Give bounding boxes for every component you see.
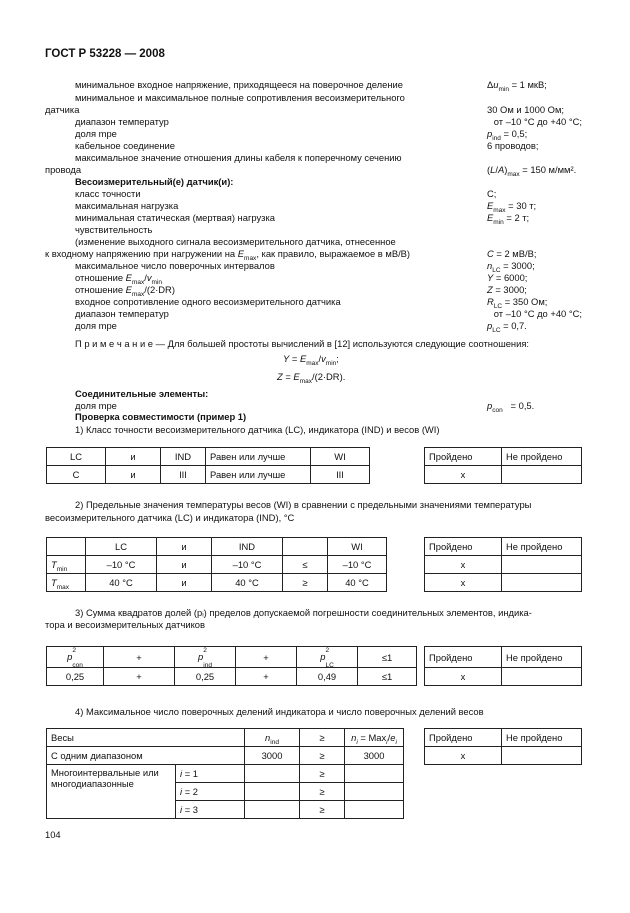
param-line: датчика xyxy=(45,104,80,115)
param-line: отношение $E_{max}/(2\cdot DR)$ xyxy=(75,284,175,298)
param-value: $E_{max} = 30$ т; xyxy=(487,200,537,214)
param-line: (изменение выходного сигнала весоизмерительного датчика, отнесенное xyxy=(75,236,396,247)
table-row: $T_{min}$ –10 °С и –10 °С ≤ –10 °С xyxy=(47,556,387,574)
param-value: $n_{LC} = 3000$; xyxy=(487,260,535,274)
table-temperature xyxy=(46,537,387,592)
result-table-2 xyxy=(424,537,582,592)
loadcell-heading: Весоизмерительный(е) датчик(и): xyxy=(75,176,234,187)
param-line: отношение $E_{max}/v_{min}$ xyxy=(75,272,162,286)
param-value: $R_{LC} = 350$ Ом; xyxy=(487,296,548,310)
param-value: $(L/A)_{max} = 150$ м/мм². xyxy=(487,164,577,178)
param-value: 30 Ом и 1000 Ом; xyxy=(487,104,565,115)
table-row: Пройдено Не пройдено xyxy=(425,538,582,556)
param-value: $p_{LC} = 0,7$. xyxy=(487,320,527,334)
table-row: $T_{max}$ 40 °С и 40 °С ≥ 40 °С xyxy=(47,574,387,592)
param-line: кабельное соединение xyxy=(75,140,175,151)
section-1-title: 1) Класс точности весоизмерительного датчика (LC), индикатора (IND) и весов (WI) xyxy=(75,424,440,435)
table-row: i = 2 ≥ xyxy=(47,783,404,801)
param-value: Y = 6000; xyxy=(487,272,528,283)
param-line: максимальное число поверочных интервалов xyxy=(75,260,275,271)
table-row: Весы $n_{ind}$ ≥ $n_i = Max_i/e_i$ xyxy=(47,729,404,747)
formula-y: $Y = E_{max}/v_{min}$; xyxy=(283,353,339,367)
formula-z: $Z = E_{max}/(2\cdot DR)$. xyxy=(277,371,346,385)
table-row: x xyxy=(425,556,582,574)
table-row: i = 3 ≥ xyxy=(47,801,404,819)
param-value: С; xyxy=(487,188,497,199)
param-value: 6 проводов; xyxy=(487,140,539,151)
param-line: класс точности xyxy=(75,188,141,199)
section-2-title-cont: весоизмерительного датчика (LC) и индикатора (IND), °С xyxy=(45,512,295,523)
param-line: минимальная статическая (мертвая) нагрузка xyxy=(75,212,275,223)
table-row: C и III Равен или лучше III xyxy=(47,466,370,484)
standard-header: ГОСТ Р 53228 — 2008 xyxy=(45,48,165,60)
param-value: от –10 °С до +40 °С; xyxy=(493,116,582,127)
table-error-shares xyxy=(46,646,417,686)
param-value: $\Delta u_{min} = 1$ мкВ; xyxy=(487,79,547,93)
table-verification-divisions xyxy=(46,728,404,819)
param-value: C = 2 мВ/В; xyxy=(487,248,537,259)
param-line: провода xyxy=(45,164,82,175)
param-value: $p_{ind} = 0,5$; xyxy=(487,128,528,142)
section-4-title: 4) Максимальное число поверочных делений индикатора и число поверочных делений весов xyxy=(75,706,484,717)
param-value: $E_{min} = 2$ т; xyxy=(487,212,530,226)
param-line: максимальное значение отношения длины кабеля к поперечному сечению xyxy=(75,152,402,163)
table-row: Пройдено Не пройдено xyxy=(425,448,582,466)
result-table-4 xyxy=(424,728,582,765)
param-line: диапазон температур xyxy=(75,308,169,319)
param-line: доля mpe xyxy=(75,320,117,331)
table-row: x xyxy=(425,466,582,484)
param-value: от –10 °С до +40 °С; xyxy=(493,308,582,319)
section-3-title: 3) Сумма квадратов долей (pᵢ) пределов допускаемой погрешности соединительных элементов, индика- xyxy=(75,607,532,618)
table-row: 0,25 + 0,25 + 0,49 ≤1 xyxy=(47,668,417,686)
param-line: минимальное и максимальное полные сопротивления весоизмерительного xyxy=(75,92,405,103)
table-row: Многоинтервальные или многодиапазонные i = 1 ≥ xyxy=(47,765,404,783)
param-line: максимальная нагрузка xyxy=(75,200,179,211)
param-line: доля mpe xyxy=(75,400,117,411)
param-line: к входному напряжению при нагружении на $E_{max}$, как правило, выражаемое в мВ/В) xyxy=(45,248,411,262)
section-2-title: 2) Предельные значения температуры весов (WI) в сравнении с предельными значениями температуры xyxy=(75,499,532,510)
table-row: x xyxy=(425,747,582,765)
param-value: Z = 3000; xyxy=(487,284,527,295)
table-row: $p^2$ $_{con}$ + $p^2$ $_{ind}$ + $p^2$ $_{LC}$ ≤1 xyxy=(47,647,417,668)
param-line: входное сопротивление одного весоизмерительного датчика xyxy=(75,296,341,307)
param-value: $p_{con}$ = 0,5. xyxy=(487,400,535,414)
connectors-heading: Соединительные элементы: xyxy=(75,388,209,399)
table-row: С одним диапазоном 3000 ≥ 3000 xyxy=(47,747,404,765)
table-accuracy-class xyxy=(46,447,370,484)
note: П р и м е ч а н и е — Для большей простоты вычислений в [12] используются следующие соотношения: xyxy=(75,338,530,349)
page-number: 104 xyxy=(45,829,61,840)
param-line: минимальное входное напряжение, приходящееся на поверочное деление xyxy=(75,79,403,90)
table-row: LC и IND Равен или лучше WI xyxy=(47,448,370,466)
section-3-title-cont: тора и весоизмерительных датчиков xyxy=(45,619,205,630)
table-row: LC и IND WI xyxy=(47,538,387,556)
table-row: x xyxy=(425,574,582,592)
table-row: x xyxy=(425,668,582,686)
table-row: Пройдено Не пройдено xyxy=(425,647,582,668)
param-line: чувствительность xyxy=(75,224,153,235)
result-table-3 xyxy=(424,646,582,686)
param-line: доля mpe xyxy=(75,128,117,139)
table-row: Пройдено Не пройдено xyxy=(425,729,582,747)
param-line: диапазон температур xyxy=(75,116,169,127)
check-heading: Проверка совместимости (пример 1) xyxy=(75,411,247,422)
result-table-1 xyxy=(424,447,582,484)
